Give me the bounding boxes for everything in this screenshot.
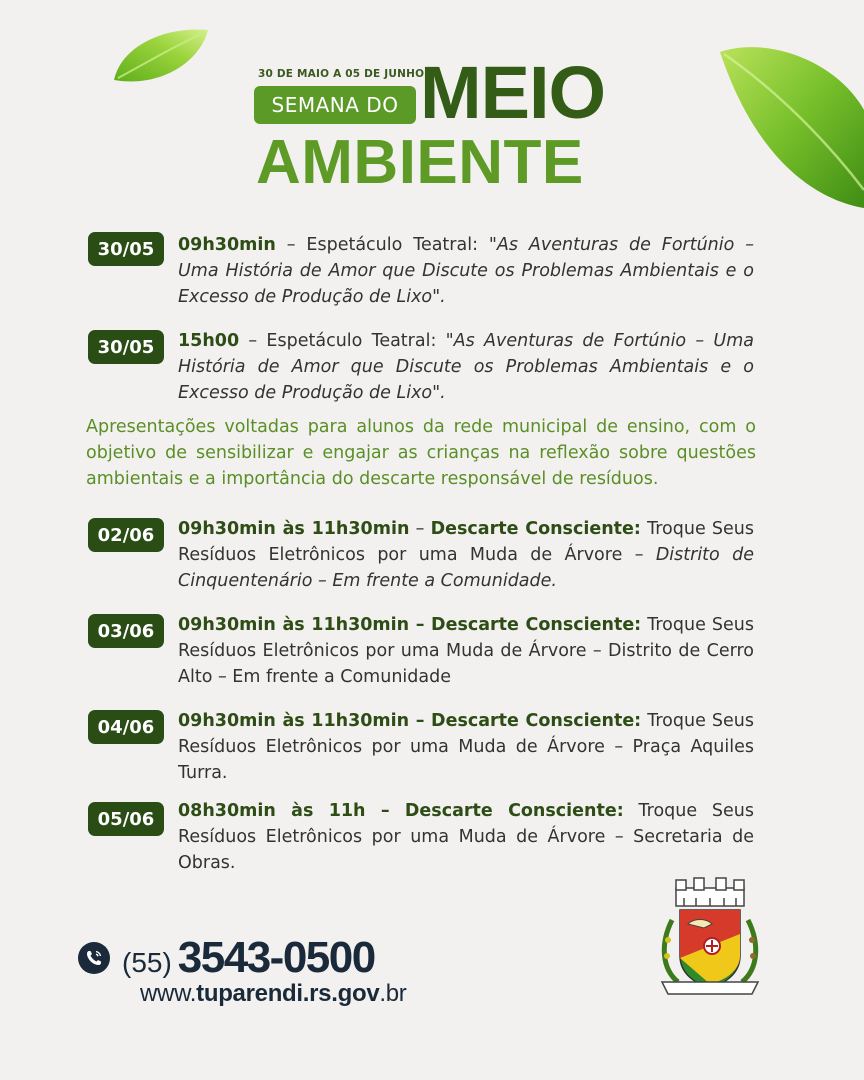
title-meio: MEIO <box>420 51 606 134</box>
website-prefix: www. <box>140 980 197 1007</box>
phone-area-code: (55) <box>122 947 172 978</box>
event-description <box>178 328 754 406</box>
leaf-icon <box>108 22 212 92</box>
event-time: 09h30min às 11h30min <box>178 519 410 539</box>
event-description <box>178 516 754 594</box>
event-description <box>178 232 754 310</box>
title-block <box>252 51 632 204</box>
event-description <box>178 798 754 876</box>
large-leaf-icon <box>716 40 864 215</box>
event-time: 08h30min às 11h – Descarte Consciente: <box>178 801 624 821</box>
event-time: 09h30min às 11h30min – Descarte Consciente: <box>178 711 642 731</box>
event-text: – Espetáculo Teatral: <box>275 235 489 255</box>
date-range: 30 DE MAIO A 05 DE JUNHO <box>258 68 425 80</box>
event-text: – Espetáculo Teatral: <box>239 331 446 351</box>
website-domain: tuparendi.rs.gov <box>196 980 380 1007</box>
municipal-crest-icon <box>654 874 766 1002</box>
website-link[interactable] <box>140 980 406 1008</box>
phone-number <box>122 933 375 983</box>
event-text: Troque Seus Resíduos Eletrônicos por uma Muda de Árvore – Distrito de Cerro Alto – Em frente a Comunidade <box>178 615 754 687</box>
date-badge: 03/06 <box>88 614 164 648</box>
event-time: 09h30min <box>178 235 276 255</box>
event-description <box>178 708 754 786</box>
date-badge: 30/05 <box>88 330 164 364</box>
date-badge: 04/06 <box>88 710 164 744</box>
event-text: Troque Seus Resíduos Eletrônicos por uma Muda de Árvore – <box>178 519 755 565</box>
event-time: 09h30min às 11h30min – Descarte Consciente: <box>178 615 642 635</box>
event-text: Troque Seus Resíduos Eletrônicos por uma Muda de Árvore – Secretaria de Obras. <box>178 801 755 873</box>
title-ambiente: AMBIENTE <box>256 128 584 197</box>
event-activity: Descarte Consciente: <box>430 519 641 539</box>
event-text: – <box>409 519 431 539</box>
semana-label: SEMANA DO <box>254 86 416 124</box>
event-title: "As Aventuras de Fortúnio – Uma História de Amor que Discute os Problemas Ambientais e o Excesso de Produção de Lixo". <box>178 235 754 307</box>
phone-digits: 3543-0500 <box>177 933 375 982</box>
website-suffix: .br <box>379 980 407 1007</box>
date-badge: 02/06 <box>88 518 164 552</box>
audience-note: Apresentações voltadas para alunos da rede municipal de ensino, com o objetivo de sensibilizar e engajar as crianças na reflexão sobre questões ambientais e a importância do descarte responsável de resíduos. <box>86 417 756 489</box>
date-badge: 05/06 <box>88 802 164 836</box>
phone-icon <box>78 942 110 974</box>
event-time: 15h00 <box>178 331 240 351</box>
event-description <box>178 612 754 690</box>
event-location: Distrito de Cinquentenário – Em frente a Comunidade. <box>178 545 754 591</box>
event-title: "As Aventuras de Fortúnio – Uma História de Amor que Discute os Problemas Ambientais e o Excesso de Produção de Lixo". <box>178 331 754 403</box>
phone-contact[interactable] <box>78 933 375 982</box>
date-badge: 30/05 <box>88 232 164 266</box>
event-text: Troque Seus Resíduos Eletrônicos por uma Muda de Árvore – Praça Aquiles Turra. <box>178 711 754 783</box>
